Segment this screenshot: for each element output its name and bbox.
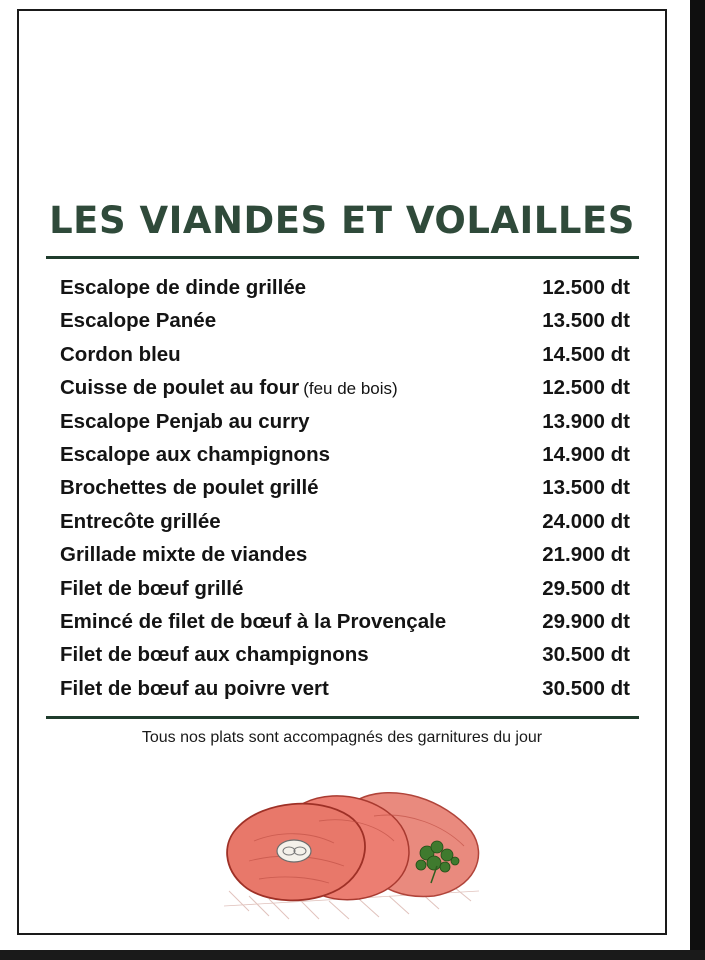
item-price: 14.900 dt bbox=[542, 442, 630, 466]
item-price: 29.900 dt bbox=[542, 609, 630, 633]
item-name: Grillade mixte de viandes bbox=[60, 543, 308, 567]
item-price: 13.500 dt bbox=[542, 309, 630, 333]
item-price: 21.900 dt bbox=[542, 543, 630, 567]
page-edge-right bbox=[690, 0, 705, 960]
title-divider bbox=[46, 256, 639, 259]
menu-item bbox=[60, 376, 630, 409]
item-name: Filet de bœuf aux champignons bbox=[60, 643, 369, 667]
sliced-meat-with-parsley-icon bbox=[209, 771, 489, 921]
menu-item bbox=[60, 309, 630, 342]
menu-item bbox=[60, 410, 630, 443]
menu-item bbox=[60, 510, 630, 543]
item-price: 14.500 dt bbox=[542, 342, 630, 366]
item-price: 29.500 dt bbox=[542, 576, 630, 600]
item-name: Cordon bleu bbox=[60, 342, 181, 366]
menu-item bbox=[60, 443, 630, 476]
menu-item bbox=[60, 610, 630, 643]
menu-list bbox=[60, 276, 630, 710]
item-name: Cuisse de poulet au four bbox=[60, 376, 300, 400]
menu-card bbox=[17, 9, 667, 935]
menu-item bbox=[60, 476, 630, 509]
item-price: 12.500 dt bbox=[542, 376, 630, 400]
item-price: 30.500 dt bbox=[542, 643, 630, 667]
item-name: Escalope aux champignons bbox=[60, 442, 330, 466]
item-name: Filet de bœuf grillé bbox=[60, 576, 244, 600]
footer-divider bbox=[46, 716, 639, 719]
item-price: 13.500 dt bbox=[542, 476, 630, 500]
item-price: 13.900 dt bbox=[542, 409, 630, 433]
item-price: 12.500 dt bbox=[542, 276, 630, 299]
item-name: Escalope de dinde grillée bbox=[60, 276, 307, 299]
menu-item bbox=[60, 543, 630, 576]
menu-item bbox=[60, 643, 630, 676]
item-name: Filet de bœuf au poivre vert bbox=[60, 676, 329, 700]
menu-item bbox=[60, 577, 630, 610]
menu-item bbox=[60, 343, 630, 376]
section-title: LES VIANDES ET VOLAILLES bbox=[49, 199, 635, 242]
item-name: Emincé de filet de bœuf à la Provençale bbox=[60, 609, 447, 633]
menu-item bbox=[60, 677, 630, 710]
page-edge-bottom bbox=[0, 950, 705, 960]
item-name: Escalope Penjab au curry bbox=[60, 409, 310, 433]
item-name: Escalope Panée bbox=[60, 309, 217, 333]
menu-item bbox=[60, 276, 630, 309]
item-price: 30.500 dt bbox=[542, 676, 630, 700]
item-price: 24.000 dt bbox=[542, 509, 630, 533]
item-note: (feu de bois) bbox=[303, 379, 398, 399]
item-name: Brochettes de poulet grillé bbox=[60, 476, 319, 500]
garnish-note: Tous nos plats sont accompagnés des garnitures du jour bbox=[141, 729, 543, 746]
item-name: Entrecôte grillée bbox=[60, 509, 221, 533]
